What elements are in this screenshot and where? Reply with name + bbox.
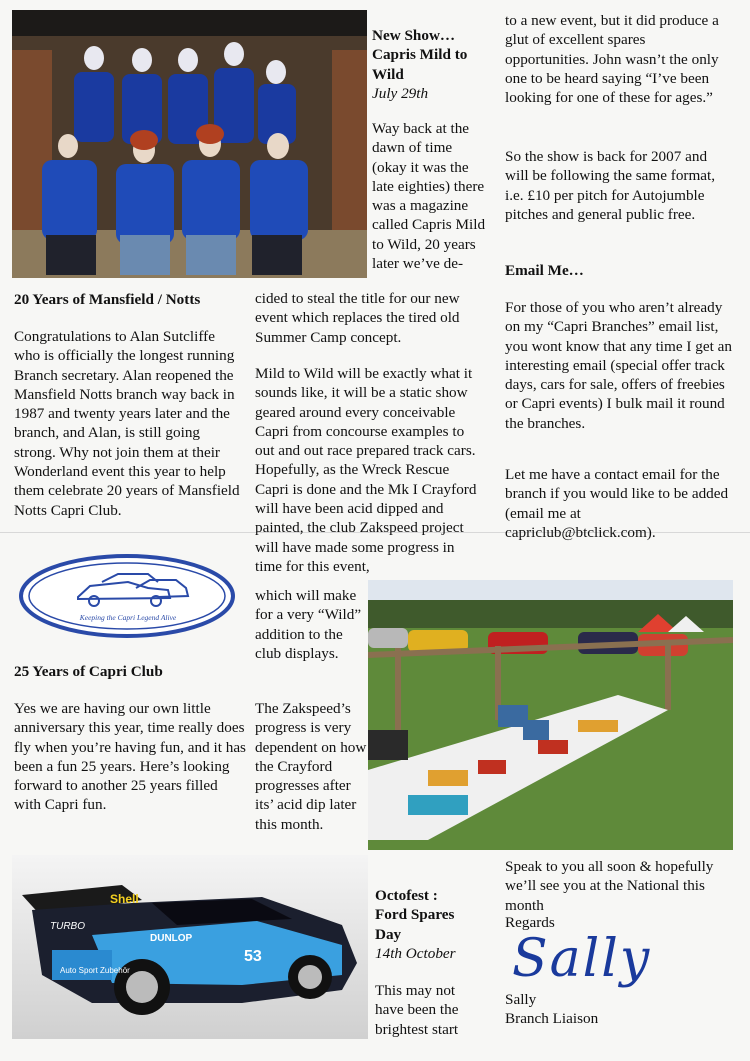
car-sponsor-autosport: Auto Sport Zubehör bbox=[60, 966, 130, 975]
octofest-heading bbox=[375, 886, 475, 944]
car-sponsor-turbo: TURBO bbox=[50, 921, 85, 932]
new-show-heading-line3: Wild bbox=[372, 65, 404, 83]
new-show-heading bbox=[372, 26, 492, 84]
new-show-para2-part2: which will make for a very “Wild” addition to the club displays. bbox=[255, 587, 362, 662]
new-show-heading-line2: Capris Mild to bbox=[372, 46, 468, 64]
signoff-name: Sally bbox=[505, 991, 537, 1008]
autojumble-photo bbox=[368, 580, 733, 850]
new-show-heading-line1: New Show… bbox=[372, 27, 456, 44]
signature: Sally bbox=[512, 929, 652, 989]
octofest-date: 14th October bbox=[375, 945, 456, 962]
mansfield-body: Congratulations to Alan Sutcliffe who is officially the longest running Branch secretary. Alan reopened the Mansfield Notts branch way back in 1987 and twenty years later and the branch, and Alan, is still going strong. Why not join them at their Wonderland event this year to help them celebrate 20 years of Mansfield Notts Capri Club. bbox=[14, 328, 240, 519]
car-number: 53 bbox=[244, 948, 262, 965]
new-show-para1-part1: Way back at the dawn of time (okay it was the late eighties) there was a magazine called Capris Mild to Wild, 20 years later we’ve de- bbox=[372, 120, 486, 273]
new-show-para1-part2: cided to steal the title for our new event which replaces the tired old Summer Camp concept. bbox=[255, 290, 460, 346]
new-show-date: July 29th bbox=[372, 85, 429, 102]
car-sponsor-dunlop: DUNLOP bbox=[150, 933, 193, 944]
new-show-para2-part1: Mild to Wild will be exactly what it sounds like, it will be a static show geared around every conceivable Capri from concourse examples to out and out race prepared track cars. Hopefully, as the Wreck Rescue Capri is done and the Mk I Crayford will have been acid dipped and painted, the club Zakspeed project will have made some progress in time for this event, bbox=[255, 365, 477, 575]
octofest-heading-line3: Day bbox=[375, 925, 402, 943]
signoff-text: Speak to you all soon & hopefully we’ll see you at the National this month bbox=[505, 858, 714, 914]
capri-club-heading: 25 Years of Capri Club bbox=[14, 663, 163, 680]
show-back-paragraph: So the show is back for 2007 and will be following the same format, i.e. £10 per pitch for Autojumble pitches and general public free. bbox=[505, 148, 716, 223]
octofest-heading-line2: Ford Spares bbox=[375, 906, 455, 924]
signoff-role: Branch Liaison bbox=[505, 1010, 599, 1027]
capri-club-body: Yes we are having our own little anniversary this year, time really does fly when you’re having fun, and it has been a fun 25 years. Here’s looking forward to another 25 years filled with Capri fun. bbox=[14, 700, 246, 814]
mansfield-heading: 20 Years of Mansfield / Notts bbox=[14, 291, 201, 308]
email-para2: Let me have a contact email for the branch if you would like to be added (email me at capriclub@btclick.com). bbox=[505, 466, 729, 541]
new-show-para3: The Zakspeed’s progress is very dependent on how the Crayford progresses after its’ acid dip later this month. bbox=[255, 700, 367, 833]
email-heading: Email Me… bbox=[505, 262, 584, 279]
octofest-heading-line1: Octofest : bbox=[375, 887, 438, 904]
octofest-continued: to a new event, but it did produce a glut of excellent spares opportunities. John wasn’t the only one to be heard saying “I’ve been looking for one of these for ages.” bbox=[505, 12, 719, 107]
signoff-regards: Regards bbox=[505, 914, 555, 931]
team-photo bbox=[12, 10, 367, 278]
octofest-body: This may not have been the brightest start bbox=[375, 982, 459, 1038]
car-sponsor-shell: Shell bbox=[110, 892, 139, 906]
email-para1: For those of you who aren’t already on my “Capri Branches” email list, you wont know that any time I get an interesting email (special offer track days, cars for sale, offers of freebies or Capri events) I bulk mail it round the branches. bbox=[505, 299, 732, 432]
logo-tagline: Keeping the Capri Legend Alive bbox=[79, 613, 177, 622]
capri-club-logo bbox=[18, 552, 236, 640]
race-car-photo bbox=[12, 855, 368, 1039]
